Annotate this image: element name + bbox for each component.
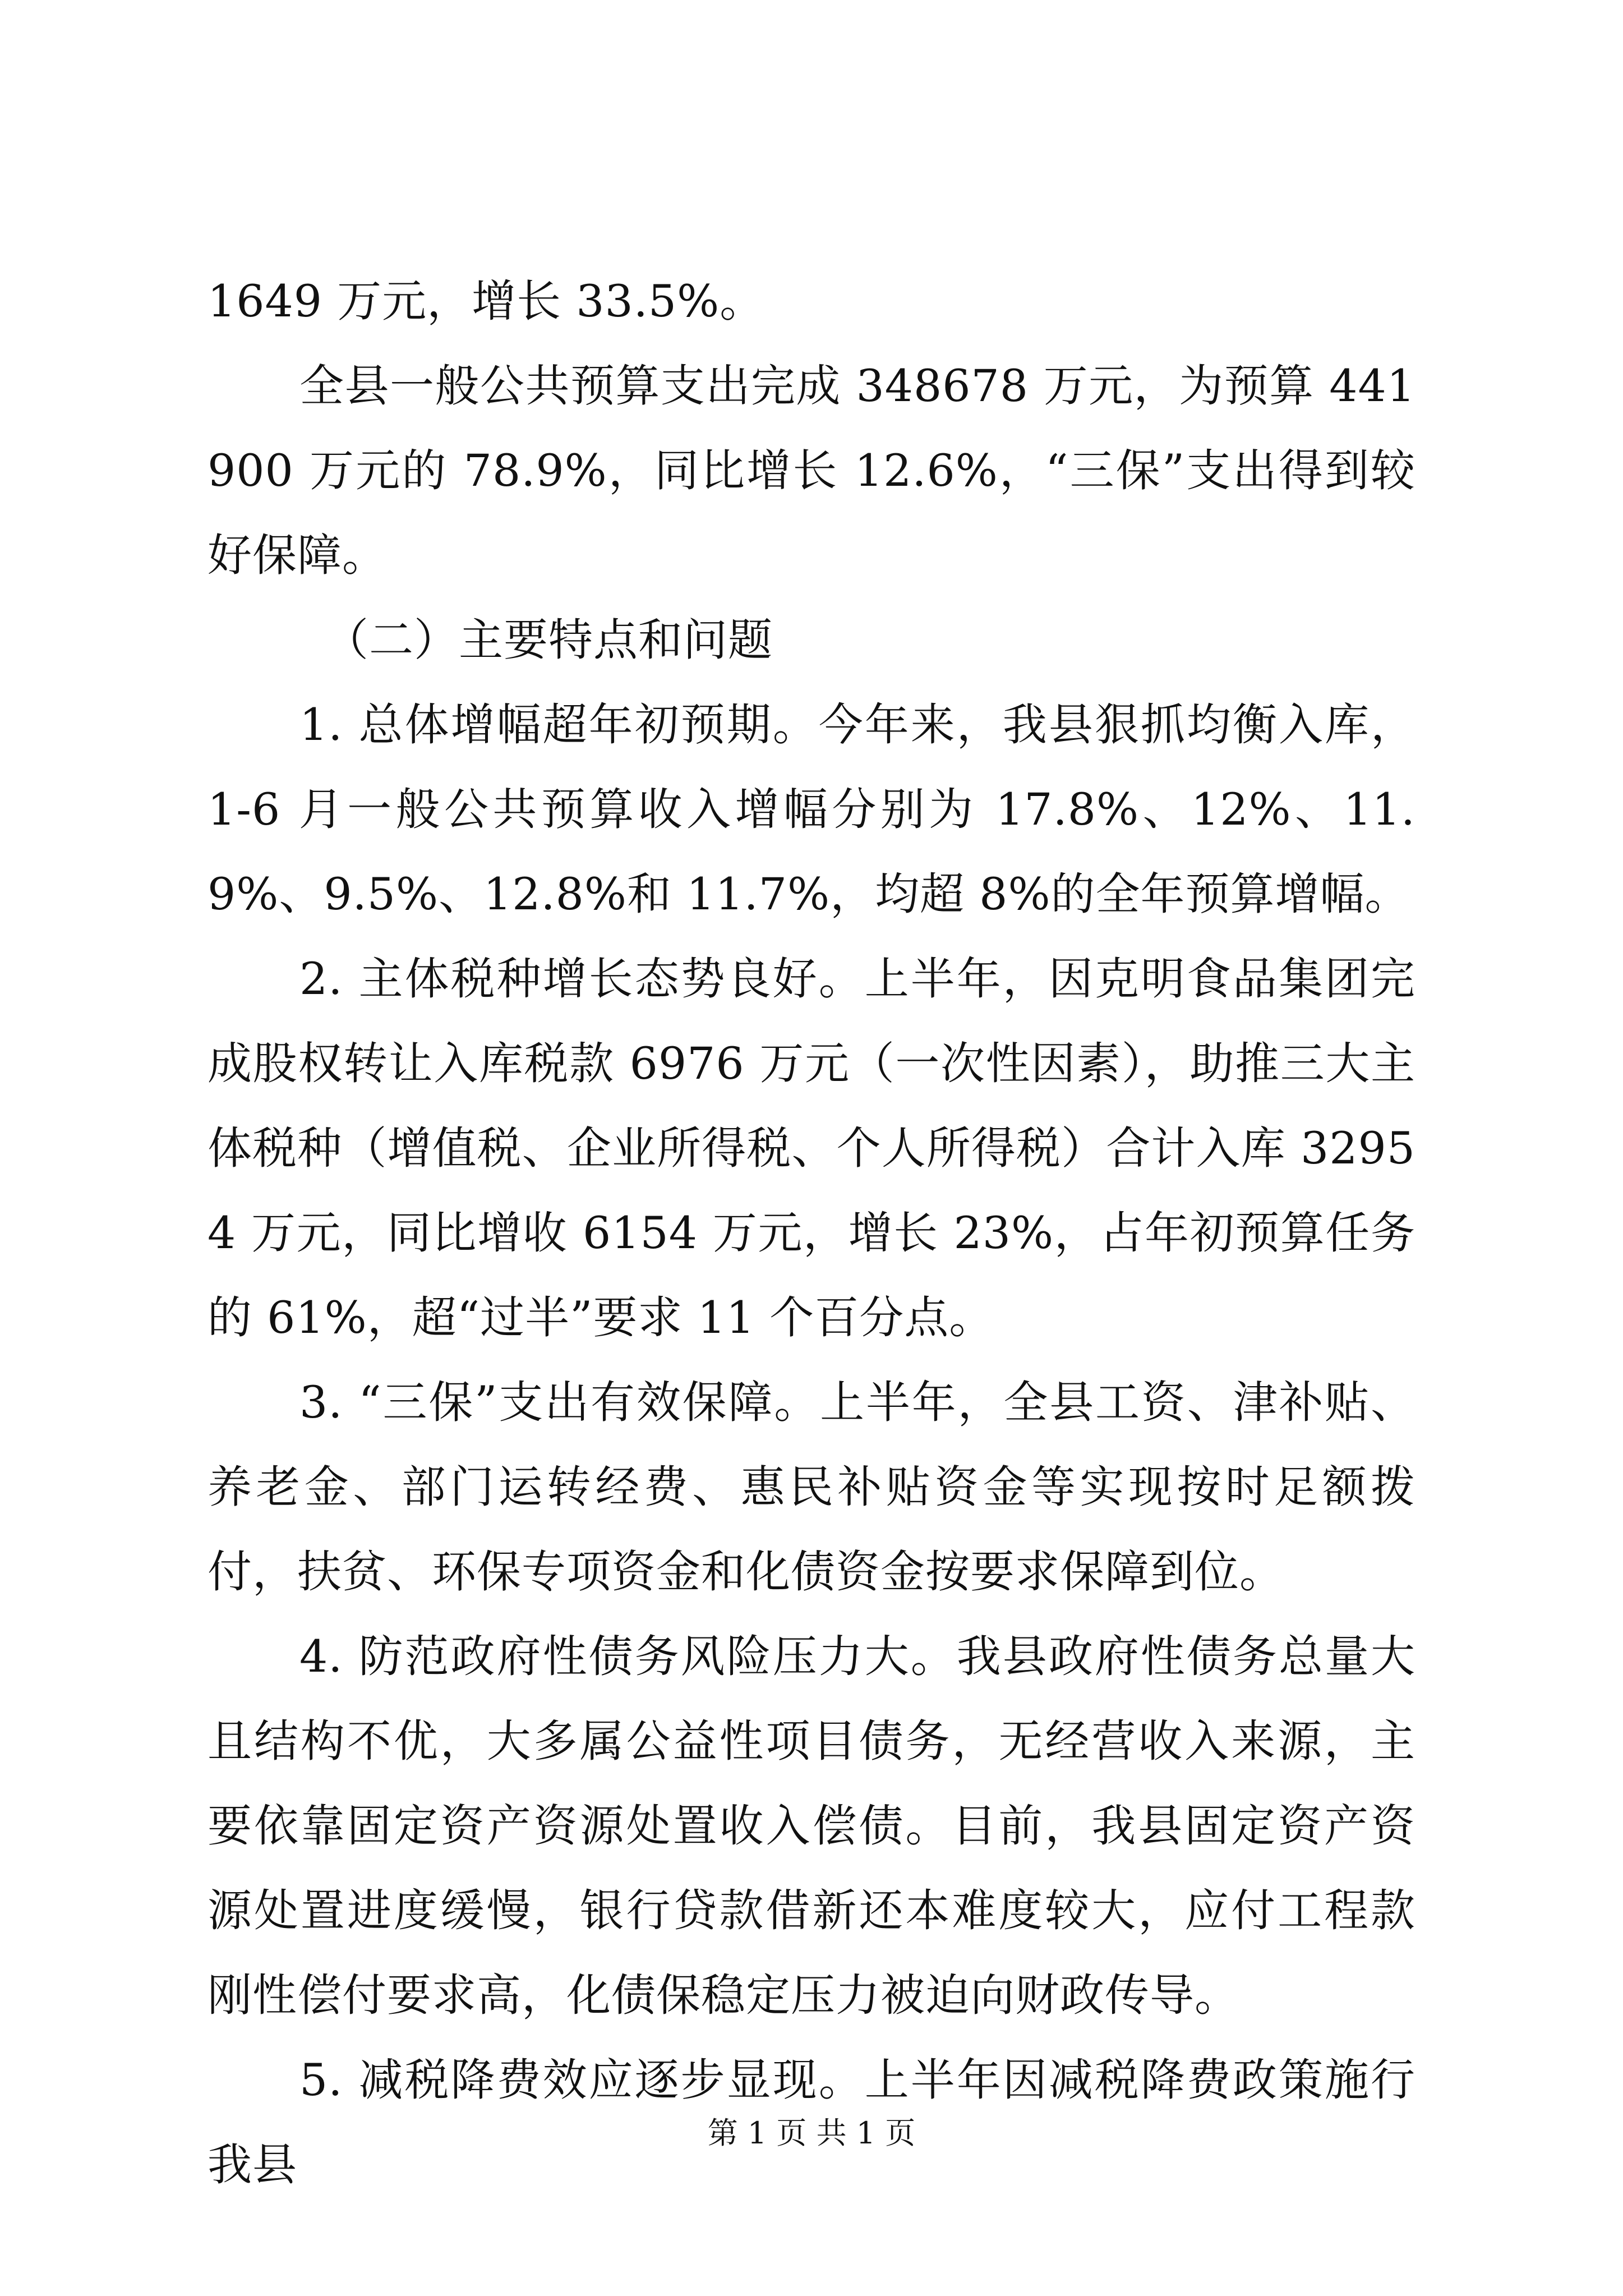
paragraph-point-3: 3. “三保”支出有效保障。上半年，全县工资、津补贴、养老金、部门运转经费、惠民补贴资金等实现按时足额拨付，扶贫、环保专项资金和化债资金按要求保障到位。 (208, 1377, 1415, 1598)
section-heading: （二）主要特点和问题 (324, 614, 773, 666)
paragraph-point-2: 2. 主体税种增长态势良好。上半年，因克明食品集团完成股权转让入库税款 6976 万元（一次性因素），助推三大主体税种（增值税、企业所得税、个人所得税）合计入库 32954 万元，同比增收 6154 万元，增长 23%，占年初预算任务的 61%，超“过半”要求 11 个百分点。 (208, 953, 1415, 1343)
paragraph-point-5: 5. 减税降费效应逐步显现。上半年因减税降费政策施行我县 (208, 2054, 1415, 2191)
document-body (208, 259, 1415, 2207)
paragraph-revenue-continuation: 1649 万元，增长 33.5%。 (208, 275, 765, 327)
paragraph-point-1: 1. 总体增幅超年初预期。今年来，我县狠抓均衡入库，1-6 月一般公共预算收入增幅分别为 17.8%、12%、11.9%、9.5%、12.8%和 11.7%，均超 8%的全年预算增幅。 (208, 699, 1415, 920)
paragraph-expenditure: 全县一般公共预算支出完成 348678 万元，为预算 441900 万元的 78.9%，同比增长 12.6%，“三保”支出得到较好保障。 (208, 360, 1415, 581)
page-footer: 第 1 页 共 1 页 (707, 2115, 916, 2151)
paragraph-point-4: 4. 防范政府性债务风险压力大。我县政府性债务总量大且结构不优，大多属公益性项目债务，无经营收入来源，主要依靠固定资产资源处置收入偿债。目前，我县固定资产资源处置进度缓慢，银行贷款借新还本难度较大，应付工程款刚性偿付要求高，化债保稳定压力被迫向财政传导。 (208, 1631, 1415, 2021)
